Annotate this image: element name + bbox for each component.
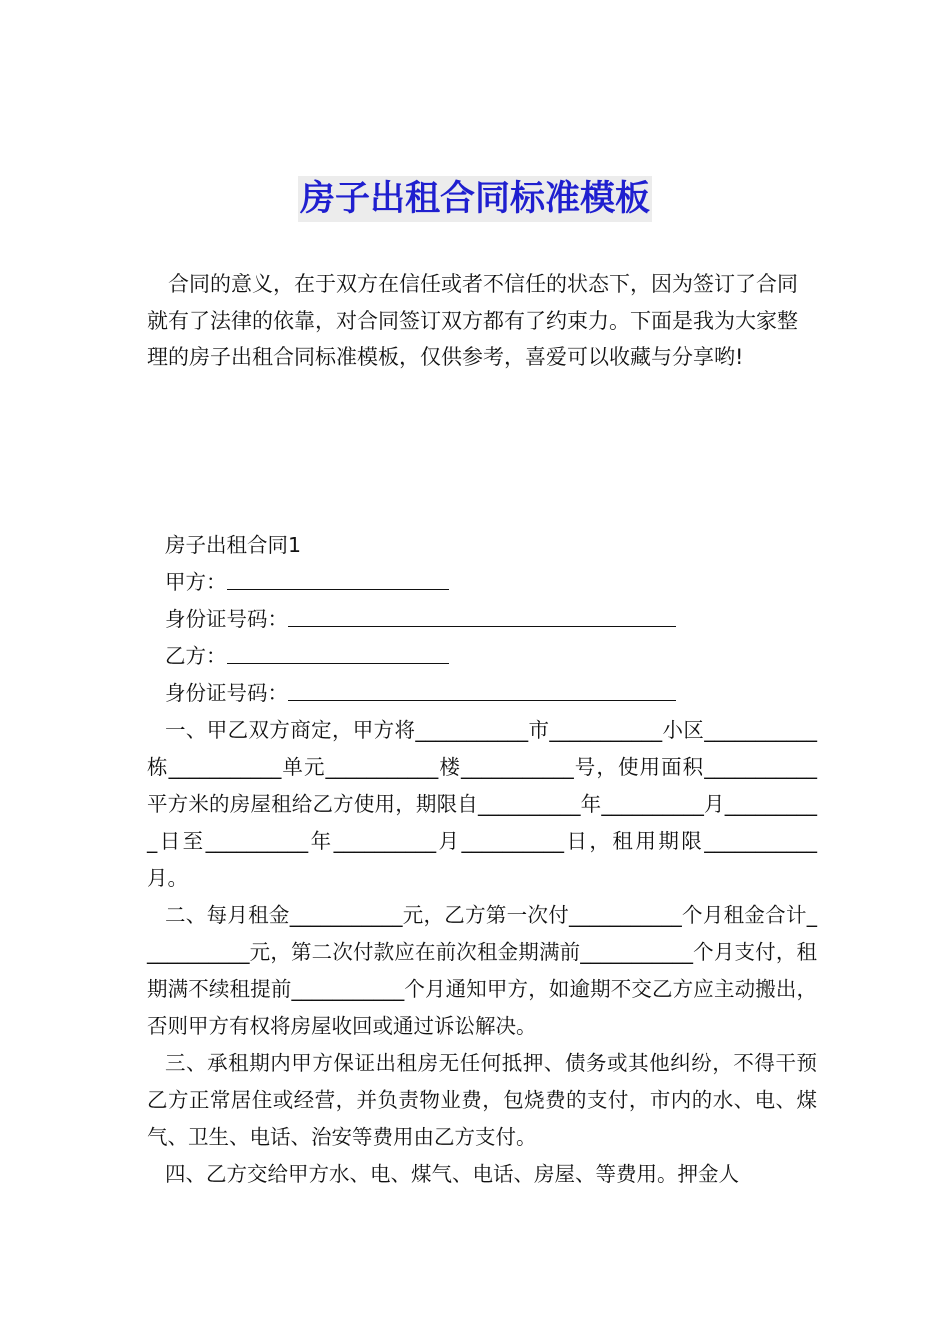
clause-1: 一、甲乙双方商定，甲方将___________市___________小区___________栋___________单元___________楼___________号，使用面积___________平方米的房屋租给乙方使用，期限自__________年__________月__________日至__________年__________月__________日，租用期限___________月。 [147, 718, 817, 890]
intro-section [147, 266, 817, 376]
party-b-blank [227, 641, 449, 664]
party-a-id-label: 身份证号码： [165, 607, 288, 631]
title-container [0, 176, 950, 222]
party-a-line [147, 564, 817, 601]
party-b-line [147, 638, 817, 675]
document-title: 房子出租合同标准模板 [298, 176, 652, 222]
clause-4: 四、乙方交给甲方水、电、煤气、电话、房屋、等费用。押金人 [165, 1162, 739, 1186]
party-b-id-line [147, 675, 817, 712]
party-a-blank [227, 567, 449, 590]
clause-3: 三、承租期内甲方保证出租房无任何抵押、债务或其他纠纷，不得干预乙方正常居住或经营，并负责物业费，包烧费的支付，市内的水、电、煤气、卫生、电话、治安等费用由乙方支付。 [147, 1051, 817, 1149]
party-a-id-blank [288, 604, 676, 627]
party-b-label: 乙方： [165, 644, 227, 668]
party-a-id-line [147, 601, 817, 638]
party-b-id-label: 身份证号码： [165, 681, 288, 705]
clause-2: 二、每月租金___________元，乙方第一次付___________个月租金合计___________元，第二次付款应在前次租金期满前___________个月支付，租期满不续租提前___________个月通知甲方，如逾期不交乙方应主动搬出，否则甲方有权将房屋收回或通过诉讼解决。 [147, 903, 817, 1038]
contract-body [147, 527, 817, 1193]
party-a-label: 甲方： [165, 570, 227, 594]
contract-heading: 房子出租合同1 [165, 533, 302, 557]
intro-paragraph: 合同的意义，在于双方在信任或者不信任的状态下，因为签订了合同就有了法律的依靠，对合同签订双方都有了约束力。下面是我为大家整理的房子出租合同标准模板，仅供参考，喜爱可以收藏与分享哟! [147, 272, 798, 369]
party-b-id-blank [288, 678, 676, 701]
